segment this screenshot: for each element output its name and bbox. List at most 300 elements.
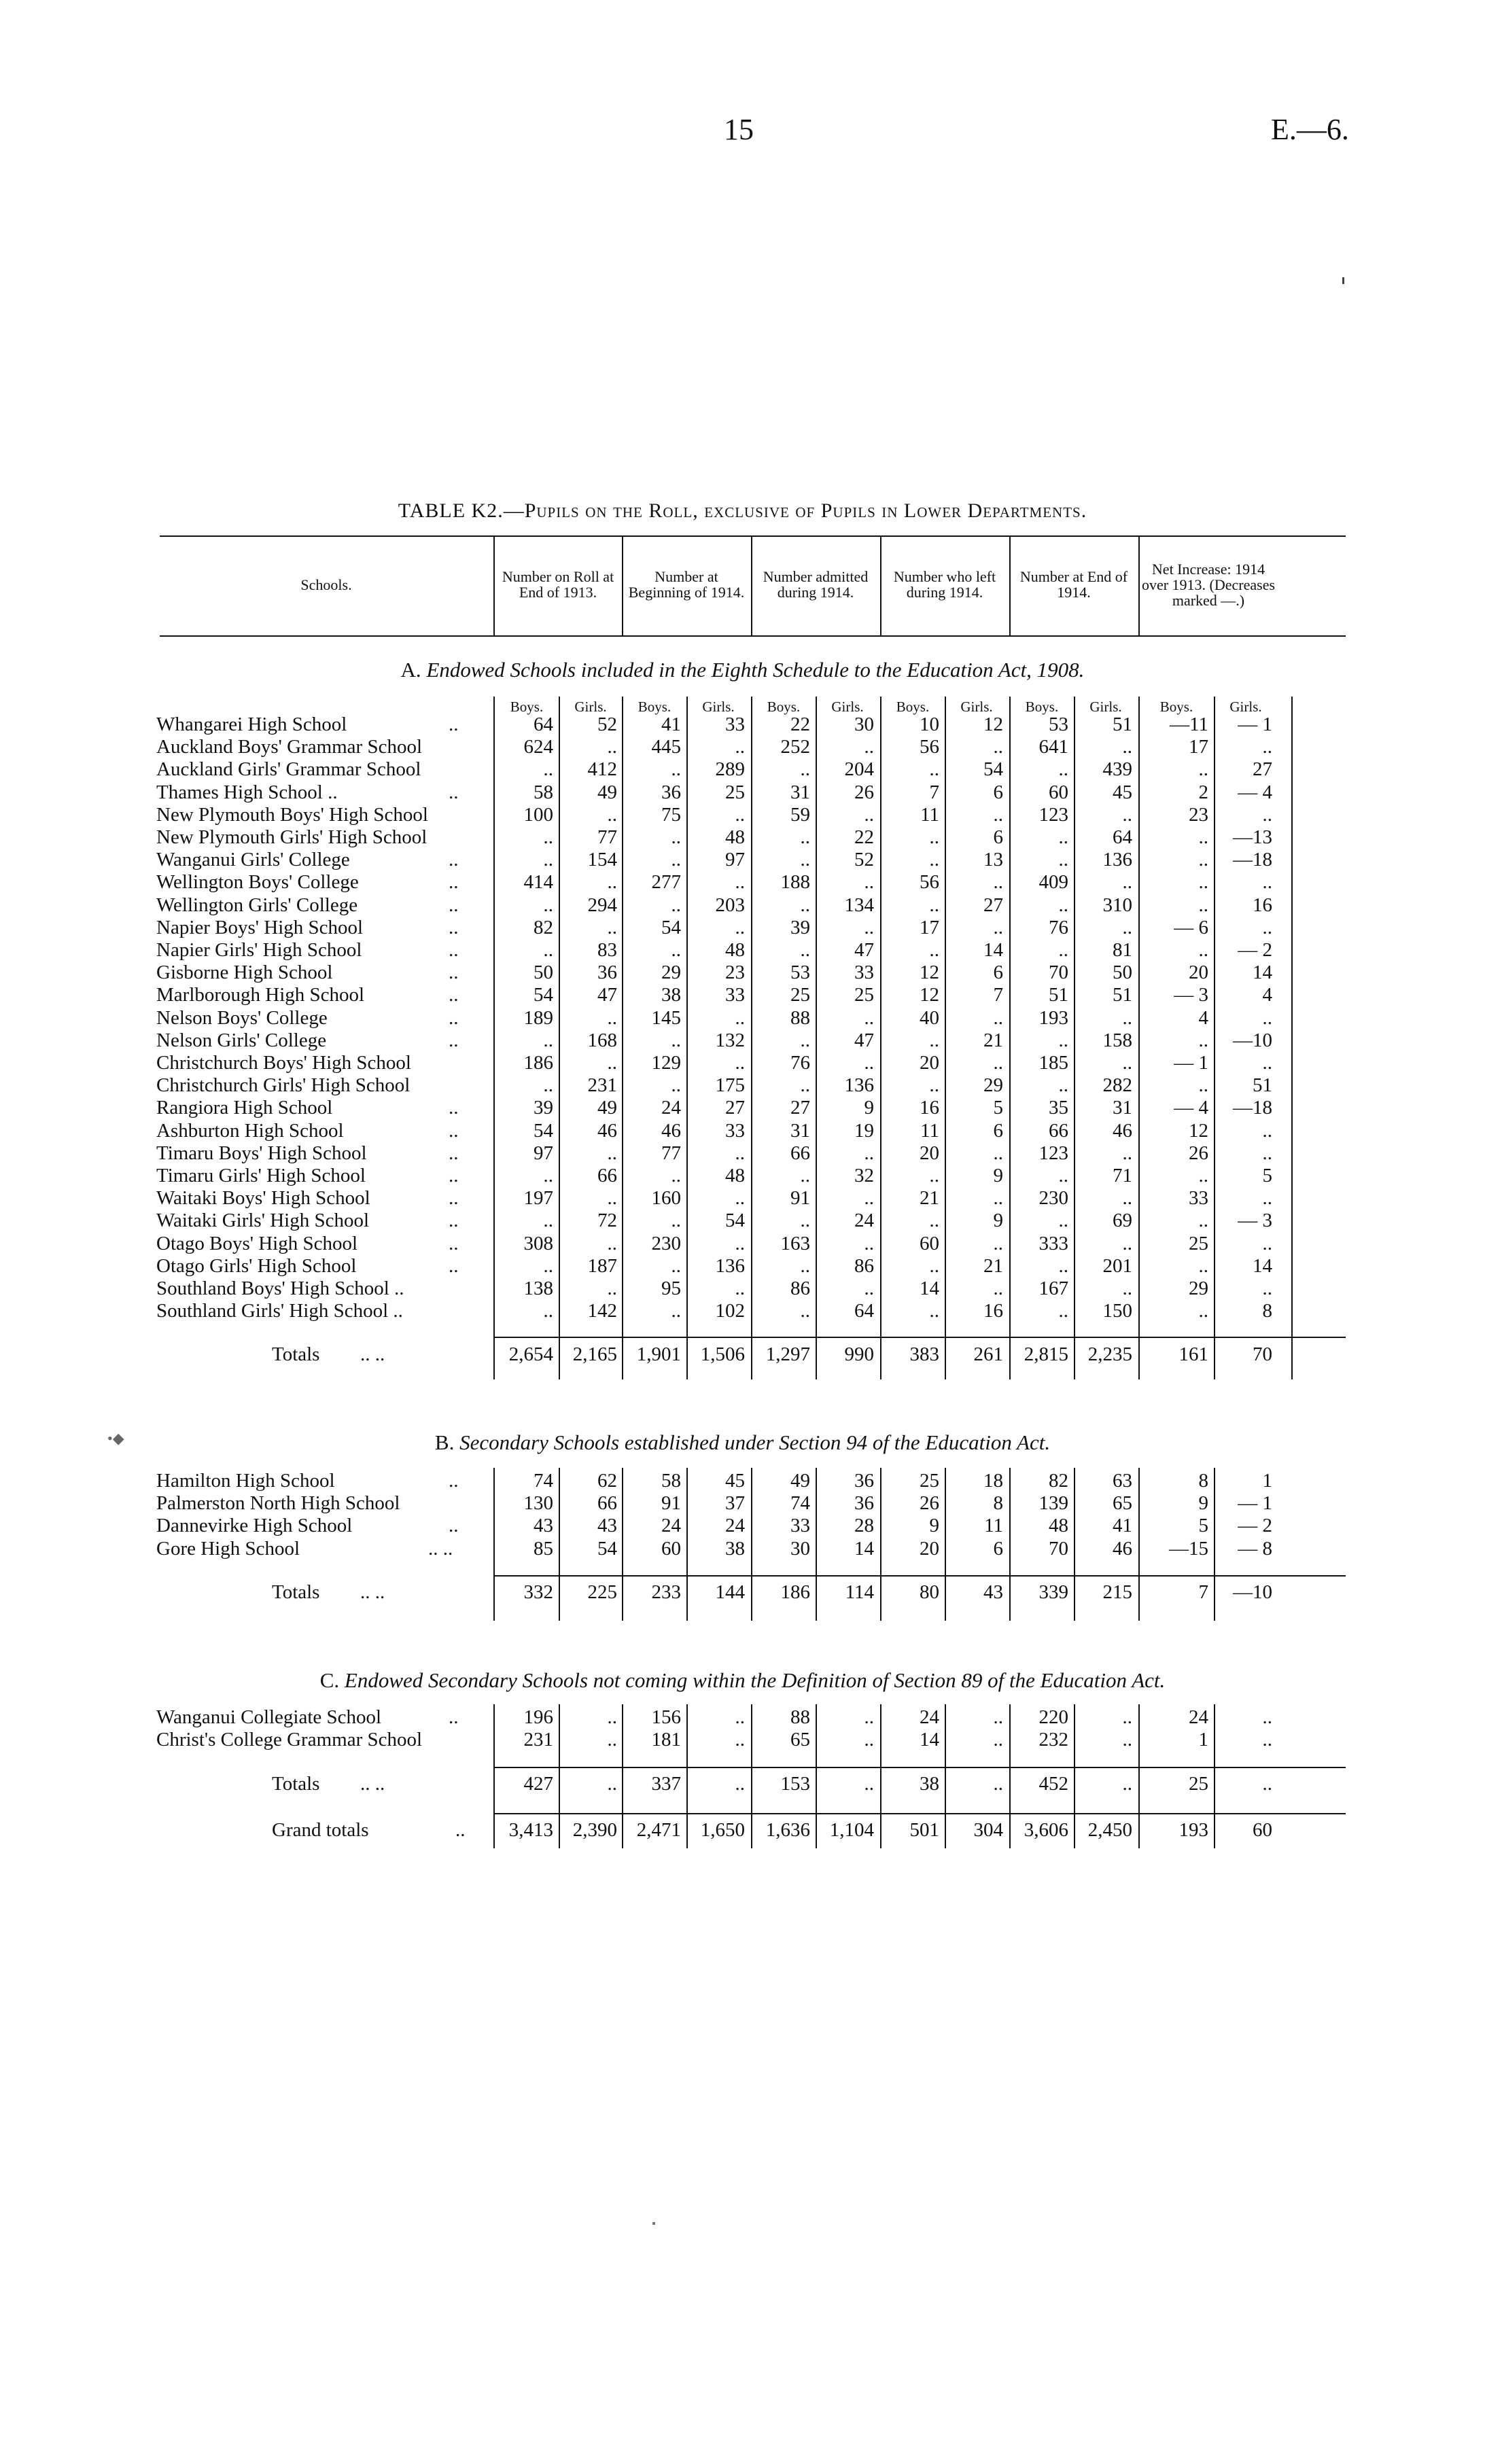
leader-dots: ..	[449, 1187, 459, 1210]
total-value: 1,650	[700, 1819, 745, 1841]
boys-label: Boys.	[510, 699, 544, 715]
cell-value: 39	[534, 1097, 553, 1119]
total-value: 215	[1102, 1581, 1132, 1603]
column-divider	[1138, 1704, 1140, 1848]
cell-value: 12	[920, 984, 939, 1006]
school-name: Auckland Girls' Grammar School	[156, 758, 421, 781]
cell-value: 50	[1113, 962, 1132, 984]
cell-value: ..	[1058, 1254, 1068, 1277]
cell-value: 624	[523, 736, 553, 758]
school-name: Otago Boys' High School	[156, 1232, 358, 1254]
cell-value: 13	[983, 849, 1003, 871]
totals-label: Totals	[272, 1343, 320, 1365]
cell-value: 136	[715, 1254, 745, 1277]
cell-value: 445	[651, 736, 681, 758]
cell-value: 11	[920, 803, 939, 826]
cell-value: 81	[1113, 939, 1132, 961]
cell-value: ..	[800, 1300, 810, 1322]
leader-dots: ..	[449, 894, 459, 916]
cell-value: 46	[597, 1119, 617, 1142]
cell-value: 123	[1038, 803, 1068, 826]
total-value: 2,654	[508, 1343, 553, 1365]
cell-value: 58	[534, 781, 553, 803]
column-divider	[622, 1468, 623, 1621]
header-net-increase: Net Increase: 1914 over 1913. (Decreases marked —.)	[1141, 560, 1276, 609]
cell-value: — 3	[1174, 984, 1208, 1006]
cell-value: ..	[1198, 1165, 1208, 1186]
cell-value: 14	[854, 1537, 874, 1560]
cell-value: ..	[607, 1006, 617, 1029]
cell-value: 24	[661, 1097, 681, 1119]
total-value: 332	[523, 1581, 553, 1603]
column-divider	[559, 1468, 560, 1621]
cell-value: 86	[790, 1278, 810, 1299]
total-value: 1,636	[765, 1819, 810, 1841]
cell-value: ..	[735, 1052, 745, 1074]
cell-value: ..	[607, 1187, 617, 1210]
cell-value: ..	[1058, 1029, 1068, 1051]
cell-value: ..	[671, 1300, 681, 1322]
scan-speck	[1342, 277, 1344, 284]
cell-value: — 4	[1238, 781, 1272, 803]
cell-value: 26	[1189, 1142, 1208, 1164]
cell-value: ..	[929, 1254, 939, 1277]
cell-value: —15	[1169, 1537, 1208, 1560]
total-value: 3,606	[1024, 1819, 1068, 1841]
school-name: Marlborough High School	[156, 984, 365, 1006]
cell-value: 60	[1049, 781, 1068, 803]
total-value: 38	[920, 1773, 939, 1795]
cell-value: 62	[597, 1470, 617, 1492]
cell-value: 136	[1102, 849, 1132, 871]
cell-value: — 1	[1174, 1052, 1208, 1074]
leader-dots: ..	[449, 1470, 459, 1492]
totals-row	[0, 1773, 1485, 1795]
cell-value: ..	[1262, 1052, 1272, 1074]
cell-value: 65	[790, 1729, 810, 1751]
totals-rule	[493, 1767, 1346, 1768]
cell-value: 16	[920, 1097, 939, 1119]
column-divider	[493, 697, 495, 1379]
cell-value: 32	[854, 1165, 874, 1186]
cell-value: ..	[1122, 916, 1132, 938]
school-name: Wellington Girls' College	[156, 894, 358, 916]
column-divider	[751, 1468, 752, 1621]
cell-value: ..	[607, 1142, 617, 1164]
cell-value: ..	[993, 871, 1003, 894]
school-name: Wellington Boys' College	[156, 871, 359, 894]
cell-value: 45	[1113, 781, 1132, 803]
cell-value: 163	[780, 1232, 810, 1254]
column-divider	[751, 1704, 752, 1848]
column-divider	[816, 1468, 817, 1621]
table-title-text: Pupils on the Roll, exclusive of Pupils in Lower Departments.	[524, 499, 1087, 522]
cell-value: 230	[1038, 1187, 1068, 1210]
cell-value: 154	[587, 849, 617, 871]
cell-value: 1	[1262, 1470, 1272, 1492]
totals-row	[0, 1819, 1485, 1842]
cell-value: ..	[929, 1029, 939, 1051]
cell-value: 11	[920, 1119, 939, 1142]
cell-value: ..	[1122, 736, 1132, 758]
cell-value: 47	[854, 1029, 874, 1051]
school-name: Wanganui Girls' College	[156, 849, 350, 871]
school-name: Auckland Boys' Grammar School	[156, 736, 423, 758]
cell-value: ..	[1198, 1210, 1208, 1232]
cell-value: ..	[1262, 1232, 1272, 1254]
cell-value: 130	[523, 1492, 553, 1515]
cell-value: 30	[790, 1537, 810, 1560]
cell-value: ..	[735, 871, 745, 894]
cell-value: ..	[1122, 1232, 1132, 1254]
total-value: 161	[1178, 1343, 1208, 1365]
cell-value: 22	[790, 714, 810, 735]
total-value: 114	[845, 1581, 874, 1603]
column-divider	[1074, 697, 1075, 1379]
cell-value: 7	[929, 781, 939, 803]
total-value: 261	[973, 1343, 1003, 1365]
cell-value: 52	[854, 849, 874, 871]
header-divider	[880, 537, 881, 635]
cell-value: 102	[715, 1300, 745, 1322]
cell-value: ..	[864, 1232, 874, 1254]
cell-value: 66	[597, 1492, 617, 1515]
cell-value: —18	[1233, 849, 1272, 871]
cell-value: 85	[534, 1537, 553, 1560]
total-value: 144	[715, 1581, 745, 1603]
total-value: 1,104	[829, 1819, 874, 1841]
column-divider	[751, 697, 752, 1379]
cell-value: ..	[1198, 1074, 1208, 1097]
totals-row	[0, 1343, 1485, 1366]
cell-value: 31	[790, 1119, 810, 1142]
cell-value: ..	[929, 894, 939, 916]
header-roll-end-1913: Number on Roll at End of 1913.	[502, 568, 614, 601]
cell-value: 8	[993, 1492, 1003, 1515]
cell-value: ..	[671, 1029, 681, 1051]
column-divider	[945, 1468, 946, 1621]
total-value: 427	[523, 1773, 553, 1795]
cell-value: 277	[651, 871, 681, 894]
cell-value: ..	[671, 826, 681, 848]
cell-value: 5	[993, 1097, 1003, 1119]
column-divider	[622, 697, 623, 1379]
cell-value: ..	[1122, 1706, 1132, 1728]
total-value: 1,297	[765, 1343, 810, 1365]
column-divider	[686, 697, 688, 1379]
cell-value: ..	[993, 1187, 1003, 1210]
cell-value: 158	[1102, 1029, 1132, 1051]
cell-value: ..	[1262, 1278, 1272, 1299]
cell-value: ..	[800, 1074, 810, 1097]
cell-value: ..	[1198, 826, 1208, 848]
cell-value: 4	[1262, 984, 1272, 1006]
total-value: 2,450	[1087, 1819, 1132, 1841]
cell-value: 46	[661, 1119, 681, 1142]
cell-value: 231	[523, 1729, 553, 1751]
page-number: 15	[724, 113, 754, 146]
cell-value: 52	[597, 714, 617, 735]
cell-value: 33	[725, 984, 745, 1006]
cell-value: ..	[543, 849, 553, 871]
cell-value: 14	[920, 1729, 939, 1751]
cell-value: 14	[1253, 962, 1272, 984]
cell-value: 66	[597, 1165, 617, 1186]
cell-value: 77	[597, 826, 617, 848]
cell-value: ..	[607, 1278, 617, 1299]
cell-value: ..	[1058, 849, 1068, 871]
school-name: Waitaki Boys' High School	[156, 1187, 370, 1210]
cell-value: 70	[1049, 1537, 1068, 1560]
cell-value: ..	[1122, 1142, 1132, 1164]
cell-value: 54	[534, 984, 553, 1006]
total-value: 304	[973, 1819, 1003, 1841]
cell-value: 38	[725, 1537, 745, 1560]
cell-value: 51	[1253, 1074, 1272, 1097]
cell-value: 414	[523, 871, 553, 894]
cell-value: 167	[1038, 1278, 1068, 1299]
section-a-title: Endowed Schools included in the Eighth Schedule to the Education Act, 1908.	[426, 658, 1085, 682]
cell-value: 129	[651, 1052, 681, 1074]
cell-value: ..	[607, 1729, 617, 1751]
leader-dots: ..	[449, 984, 459, 1006]
cell-value: 29	[1189, 1278, 1208, 1299]
leader-dots: ..	[449, 1142, 459, 1164]
cell-value: 26	[854, 781, 874, 803]
totals-label: Totals	[272, 1581, 320, 1603]
cell-value: 123	[1038, 1142, 1068, 1164]
cell-value: — 4	[1174, 1097, 1208, 1119]
cell-value: 9	[864, 1097, 874, 1119]
cell-value: 24	[1189, 1706, 1208, 1728]
totals-label: Totals	[272, 1773, 320, 1795]
cell-value: 69	[1113, 1210, 1132, 1232]
scan-speck: •◆	[107, 1430, 124, 1447]
header-left-1914: Number who left during 1914.	[893, 568, 996, 601]
cell-value: ..	[671, 1165, 681, 1186]
leader-dots: ..	[449, 962, 459, 984]
cell-value: 95	[661, 1278, 681, 1299]
column-divider	[1074, 1704, 1075, 1848]
cell-value: 28	[854, 1515, 874, 1537]
cell-value: ..	[735, 1142, 745, 1164]
totals-label: Grand totals	[272, 1819, 369, 1841]
cell-value: 31	[1113, 1097, 1132, 1119]
cell-value: ..	[1262, 1006, 1272, 1029]
cell-value: 8	[1198, 1470, 1208, 1492]
school-name: Southland Boys' High School ..	[156, 1278, 404, 1299]
cell-value: 47	[854, 939, 874, 961]
column-divider	[1009, 697, 1011, 1379]
cell-value: ..	[993, 1278, 1003, 1299]
cell-value: 16	[1253, 894, 1272, 916]
cell-value: ..	[543, 894, 553, 916]
school-name: Hamilton High School	[156, 1470, 335, 1492]
cell-value: 2	[1198, 781, 1208, 803]
cell-value: 282	[1102, 1074, 1132, 1097]
cell-value: ..	[1198, 1029, 1208, 1051]
cell-value: 17	[1189, 736, 1208, 758]
girls-label: Girls.	[1229, 699, 1262, 715]
cell-value: 10	[920, 714, 939, 735]
cell-value: 49	[597, 1097, 617, 1119]
boys-label: Boys.	[767, 699, 801, 715]
section-b-title: Secondary Schools established under Section 94 of the Education Act.	[459, 1430, 1051, 1454]
cell-value: ..	[543, 758, 553, 781]
section-a-heading	[0, 658, 1485, 682]
total-value: 70	[1253, 1343, 1272, 1365]
cell-value: ..	[1262, 1119, 1272, 1142]
cell-value: 21	[983, 1029, 1003, 1051]
cell-value: ..	[671, 849, 681, 871]
totals-rule	[493, 1813, 1346, 1814]
cell-value: 47	[597, 984, 617, 1006]
column-divider	[880, 1468, 881, 1621]
cell-value: 20	[920, 1142, 939, 1164]
header-beginning-1914: Number at Beginning of 1914.	[628, 568, 745, 601]
cell-value: — 6	[1174, 916, 1208, 938]
cell-value: 82	[534, 916, 553, 938]
cell-value: 23	[725, 962, 745, 984]
cell-value: 409	[1038, 871, 1068, 894]
cell-value: 5	[1198, 1515, 1208, 1537]
cell-value: ..	[543, 1254, 553, 1277]
cell-value: 168	[587, 1029, 617, 1051]
cell-value: 24	[920, 1706, 939, 1728]
header-divider	[1138, 537, 1140, 635]
cell-value: ..	[864, 736, 874, 758]
cell-value: — 8	[1238, 1537, 1272, 1560]
cell-value: 33	[1189, 1187, 1208, 1210]
cell-value: —10	[1233, 1029, 1272, 1051]
total-value: 2,235	[1087, 1343, 1132, 1365]
cell-value: ..	[671, 1074, 681, 1097]
girls-label: Girls.	[960, 699, 993, 715]
cell-value: 66	[1049, 1119, 1068, 1142]
total-value: 60	[1253, 1819, 1272, 1841]
table-title	[0, 499, 1485, 523]
cell-value: 25	[790, 984, 810, 1006]
cell-value: 289	[715, 758, 745, 781]
cell-value: ..	[993, 1729, 1003, 1751]
header-divider	[622, 537, 623, 635]
cell-value: 76	[1049, 916, 1068, 938]
cell-value: 156	[651, 1706, 681, 1728]
cell-value: 134	[844, 894, 874, 916]
section-b-letter: B.	[434, 1430, 455, 1454]
cell-value: 11	[984, 1515, 1003, 1537]
cell-value: 1	[1198, 1729, 1208, 1751]
total-value: ..	[1122, 1773, 1132, 1795]
cell-value: 193	[1038, 1006, 1068, 1029]
cell-value: 60	[920, 1232, 939, 1254]
cell-value: 20	[1189, 962, 1208, 984]
cell-value: ..	[800, 1165, 810, 1186]
cell-value: 232	[1038, 1729, 1068, 1751]
school-name: Southland Girls' High School ..	[156, 1300, 403, 1322]
total-value: —10	[1233, 1581, 1272, 1603]
cell-value: ..	[735, 803, 745, 826]
cell-value: 333	[1038, 1232, 1068, 1254]
section-a-letter: A.	[400, 658, 421, 682]
total-value: 7	[1198, 1581, 1208, 1603]
column-divider	[1009, 1468, 1011, 1621]
cell-value: ..	[1198, 849, 1208, 871]
leader-dots: .. ..	[428, 1537, 453, 1560]
cell-value: ..	[1122, 1187, 1132, 1210]
cell-value: ..	[735, 916, 745, 938]
cell-value: 23	[1189, 803, 1208, 826]
cell-value: ..	[1198, 758, 1208, 781]
school-name: Waitaki Girls' High School	[156, 1210, 369, 1232]
cell-value: 138	[523, 1278, 553, 1299]
cell-value: ..	[735, 1232, 745, 1254]
cell-value: 18	[983, 1470, 1003, 1492]
cell-value: 27	[725, 1097, 745, 1119]
cell-value: ..	[607, 871, 617, 894]
cell-value: 46	[1113, 1119, 1132, 1142]
cell-value: 38	[661, 984, 681, 1006]
cell-value: 63	[1113, 1470, 1132, 1492]
school-name: Gisborne High School	[156, 962, 333, 984]
cell-value: 53	[1049, 714, 1068, 735]
leader-dots: .. ..	[360, 1773, 385, 1795]
header-divider	[751, 537, 752, 635]
cell-value: ..	[800, 849, 810, 871]
cell-value: 97	[725, 849, 745, 871]
cell-value: ..	[543, 1074, 553, 1097]
cell-value: 27	[1253, 758, 1272, 781]
cell-value: ..	[993, 1232, 1003, 1254]
cell-value: ..	[993, 1006, 1003, 1029]
column-divider	[493, 1704, 495, 1848]
cell-value: ..	[1122, 1006, 1132, 1029]
total-value: 990	[844, 1343, 874, 1365]
cell-value: 6	[993, 1119, 1003, 1142]
totals-row	[0, 1581, 1485, 1604]
cell-value: ..	[1122, 871, 1132, 894]
cell-value: ..	[607, 736, 617, 758]
cell-value: 439	[1102, 758, 1132, 781]
cell-value: ..	[929, 1300, 939, 1322]
cell-value: 72	[597, 1210, 617, 1232]
cell-value: ..	[864, 916, 874, 938]
cell-value: 20	[920, 1537, 939, 1560]
cell-value: 12	[1189, 1119, 1208, 1142]
cell-value: ..	[671, 894, 681, 916]
header-divider	[493, 537, 495, 635]
cell-value: 33	[854, 962, 874, 984]
cell-value: ..	[1122, 1278, 1132, 1299]
cell-value: 25	[1189, 1232, 1208, 1254]
cell-value: 37	[725, 1492, 745, 1515]
column-divider	[686, 1468, 688, 1621]
cell-value: ..	[929, 1074, 939, 1097]
cell-value: 132	[715, 1029, 745, 1051]
cell-value: 641	[1038, 736, 1068, 758]
total-value: ..	[607, 1773, 617, 1795]
cell-value: 9	[993, 1210, 1003, 1232]
cell-value: 8	[1262, 1300, 1272, 1322]
cell-value: 231	[587, 1074, 617, 1097]
school-name: Ashburton High School	[156, 1119, 344, 1142]
cell-value: 76	[790, 1052, 810, 1074]
cell-value: — 1	[1238, 714, 1272, 735]
cell-value: 30	[854, 714, 874, 735]
leader-dots: ..	[449, 916, 459, 938]
cell-value: ..	[993, 1706, 1003, 1728]
cell-value: 54	[661, 916, 681, 938]
